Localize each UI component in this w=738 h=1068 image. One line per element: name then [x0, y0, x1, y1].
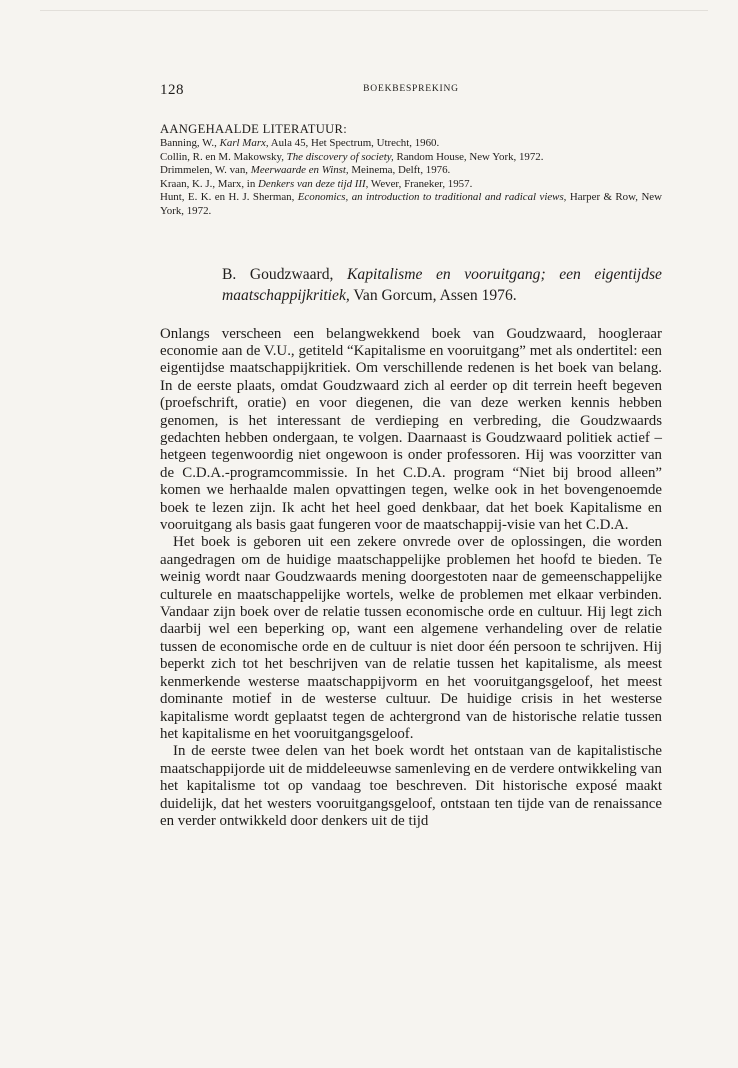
- review-author: B. Goudzwaard,: [222, 265, 347, 283]
- body-paragraph-3: In de eerste twee delen van het boek wordt het ontstaan van de kapitalistische maatschappijorde uit de middeleeuwse samenleving en de verdere ontwikkeling van het kapitalisme tot op vandaag toe beschreven. Dit historische exposé maakt duidelijk, dat het westers vooruitgangsgeloof, ontstaan ten tijde van de renaissance en verder ontwikkeld door denkers uit de tijd: [160, 743, 662, 829]
- review-book-title: Kapitalisme en vooruitgang; een eigentijdse maatschappijkritiek,: [222, 265, 662, 304]
- reference-item: Banning, W., Karl Marx, Aula 45, Het Spectrum, Utrecht, 1960.: [160, 137, 440, 149]
- reference-title: Meerwaarde en Winst,: [250, 164, 349, 177]
- reference-title: The discovery of society,: [286, 150, 394, 163]
- reference-item: Collin, R. en M. Makowsky, The discovery of society, Random House, New York, 1972.: [160, 150, 544, 163]
- page-content: [160, 82, 662, 830]
- reference-item: Hunt, E. K. en H. J. Sherman, Economics, an introduction to traditional and radical views, Harper & Row, New York, 1972.: [160, 191, 663, 217]
- reference-item: Drimmelen, W. van, Meerwaarde en Winst, Meinema, Delft, 1976.: [160, 164, 451, 177]
- reference-title: Economics, an introduction to traditional and radical views,: [297, 191, 567, 204]
- reference-item: Kraan, K. J., Marx, in Denkers van deze tijd III, Wever, Franeker, 1957.: [160, 177, 473, 190]
- page-number: 128: [160, 82, 184, 98]
- references-heading: AANGEHAALDE LITERATUUR:: [160, 122, 348, 136]
- reference-title: Denkers van deze tijd III,: [258, 177, 369, 190]
- top-edge-rule: [40, 10, 708, 11]
- review-heading: [222, 264, 662, 306]
- body-paragraph-1: Onlangs verscheen een belangwekkend boek van Goudzwaard, hoogleraar economie aan de V.U., getiteld “Kapitalisme en vooruitgang” met als ondertitel: een eigentijdse maatschappijkritiek. Om verschillende redenen is het boek van belang. In de eerste plaats, omdat Goudzwaard zich al eerder op dit terrein heeft begeven (proefschrift, oratie) en voor diegenen, die van deze werken kennis hebben genomen, is het interessant de verdieping en verbreding, die Goudzwaards gedachten hebben ondergaan, te volgen. Daarnaast is Goudzwaard politiek actief – hetgeen tegenwoordig niet ongewoon is onder professoren. Hij was voorzitter van de C.D.A.-programcommissie. In het C.D.A. program “Niet bij brood alleen” komen we herhaalde malen opvattingen tegen, welke ook in het bovengenoemde boek te lezen zijn. Ik acht het heel goed denkbaar, dat het boek Kapitalisme en vooruitgang als basis gaat fungeren voor de maatschappij-visie van het C.D.A.: [160, 325, 662, 534]
- review-body: [160, 326, 662, 831]
- running-head: [160, 82, 662, 100]
- review-publisher: Van Gorcum, Assen 1976.: [349, 286, 517, 304]
- running-title: BOEKBESPREKING: [363, 84, 459, 94]
- reference-title: Karl Marx,: [219, 137, 269, 149]
- references-section: [160, 122, 662, 219]
- body-paragraph-2: Het boek is geboren uit een zekere onvrede over de oplossingen, die worden aangedragen om de huidige maatschappelijke problemen het hoofd te bieden. Te weinig wordt naar Goudzwaards mening doorgestoten naar de gemeenschappelijke culturele en maatschappelijke wortels, welke de problemen met elkaar verbinden. Vandaar zijn boek over de relatie tussen economische orde en cultuur. Hij legt zich daarbij wel een beperking op, want een algemene verhandeling over de relatie tussen de economische orde en de cultuur is niet door één persoon te schrijven. Hij beperkt zich tot het beschrijven van de relatie tussen het kapitalisme, als meest kenmerkende westerse maatschappijvorm en het vooruitgangsgeloof, het meest dominante motief in de westerse cultuur. De huidige crisis in het westerse kapitalisme wordt geplaatst tegen de achtergrond van de historische relatie tussen het kapitalisme en het vooruitgangsgeloof.: [160, 534, 662, 742]
